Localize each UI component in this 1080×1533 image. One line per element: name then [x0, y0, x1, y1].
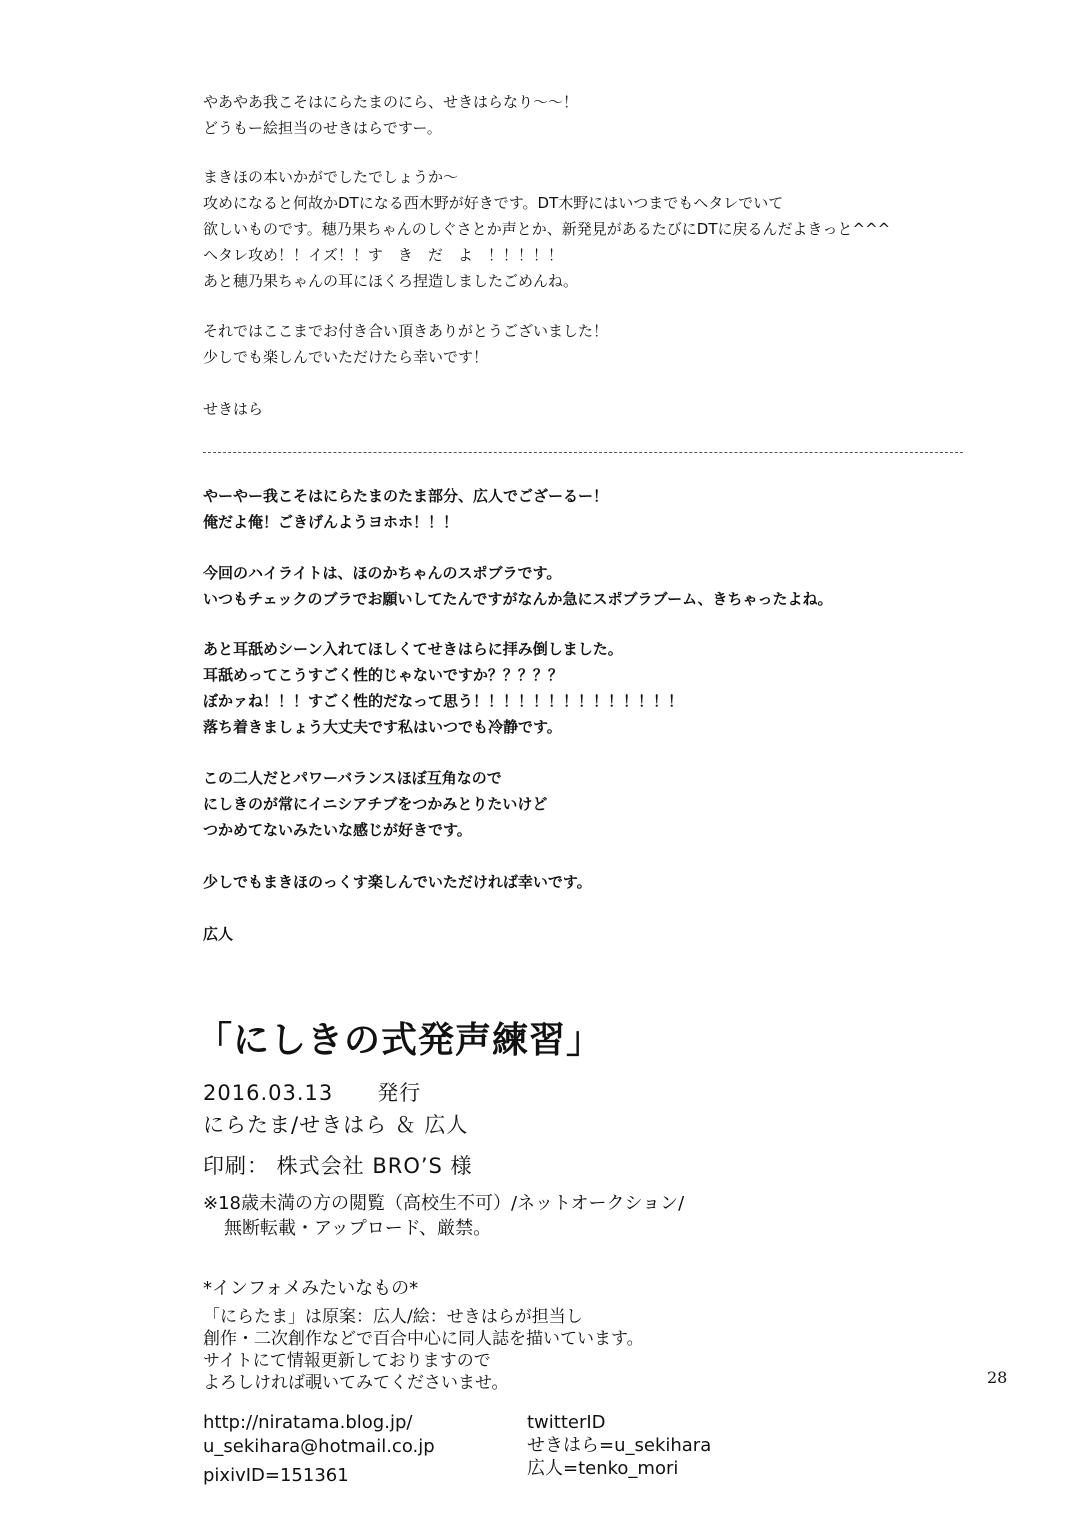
text-line: やーやー我こそはにらたまのたま部分、広人でござーるー！: [203, 487, 609, 505]
info-heading: *インフォメみたいなもの*: [203, 1278, 419, 1299]
dashed-divider: [203, 452, 963, 453]
page-number: 28: [987, 1368, 1008, 1387]
email-address: u_sekihara@hotmail.co.jp: [203, 1436, 435, 1457]
text-line: 欲しいものです。穂乃果ちゃんのしぐさとか声とか、新発見があるたびにDTに戻るんだよきっと^^^: [203, 220, 891, 238]
text-line: あと耳舐めシーン入れてほしくてせきはらに拝み倒しました。: [203, 640, 623, 658]
text-line: まきほの本いかがでしたでしょうか～: [203, 168, 459, 186]
twitter-sekihara: せきはら=u_sekihara: [527, 1435, 712, 1456]
signature-sekihara: せきはら: [203, 400, 264, 418]
signature-hiroto: 広人: [203, 925, 234, 943]
info-line: 創作・二次創作などで百合中心に同人誌を描いています。: [203, 1329, 644, 1349]
info-line: よろしければ覗いてみてくださいませ。: [203, 1373, 509, 1393]
text-line: 今回のハイライトは、ほのかちゃんのスポブラです。: [203, 564, 562, 582]
text-line: 攻めになると何故かDTになる西木野が好きです。DT木野にはいつまでもヘタレでいて: [203, 194, 784, 212]
twitter-hiroto: 広人=tenko_mori: [527, 1458, 679, 1479]
text-line: ぼかァね！！！すごく性的だなって思う！！！！！！！！！！！！！！: [203, 692, 684, 710]
text-line: あと穂乃果ちゃんの耳にほくろ捏造しましたごめんね。: [203, 272, 579, 290]
authors: にらたま/せきはら ＆ 広人: [203, 1113, 469, 1137]
twitter-label: twitterID: [527, 1412, 606, 1433]
notice-line: 無断転載・アップロード、厳禁。: [224, 1218, 492, 1239]
text-line: いつもチェックのブラでお願いしてたんですがなんか急にスポブラブーム、きちゃったよね。: [203, 590, 833, 608]
text-line: にしきのが常にイニシアチブをつかみとりたいけど: [203, 795, 548, 813]
text-line: それではここまでお付き合い頂きありがとうございました！: [203, 322, 609, 340]
site-url: http://niratama.blog.jp/: [203, 1412, 413, 1433]
notice-line: ※18歳未満の方の閲覧（高校生不可）/ネットオークション/: [203, 1193, 685, 1214]
text-line: ヘタレ攻め！！イズ！！す き だ よ ！！！！！: [203, 246, 563, 264]
printer: 印刷： 株式会社 BRO’S 様: [203, 1154, 473, 1178]
text-line: 少しでもまきほのっくす楽しんでいただければ幸いです。: [203, 873, 592, 891]
text-line: この二人だとパワーバランスほぼ互角なので: [203, 769, 502, 787]
text-line: 耳舐めってこうすごく性的じゃないですか？？？？？: [203, 666, 563, 684]
pixiv-id: pixivID=151361: [203, 1465, 349, 1486]
text-line: つかめてないみたいな感じが好きです。: [203, 821, 472, 839]
info-line: 「にらたま」は原案：広人/絵：せきはらが担当し: [203, 1307, 583, 1327]
text-line: 俺だよ俺！ごきげんようヨホホ！！！: [203, 513, 459, 531]
text-line: 落ち着きましょう大丈夫です私はいつでも冷静です。: [203, 718, 562, 736]
info-line: サイトにて情報更新しておりますので: [203, 1351, 491, 1371]
text-line: どうもー絵担当のせきはらですー。: [203, 119, 442, 137]
publish-date: 2016.03.13 発行: [203, 1081, 422, 1105]
book-title: 「にしきの式発声練習」: [196, 1020, 604, 1061]
text-line: 少しでも楽しんでいただけたら幸いです！: [203, 348, 489, 366]
text-line: やあやあ我こそはにらたまのにら、せきはらなり～～！: [203, 93, 579, 111]
